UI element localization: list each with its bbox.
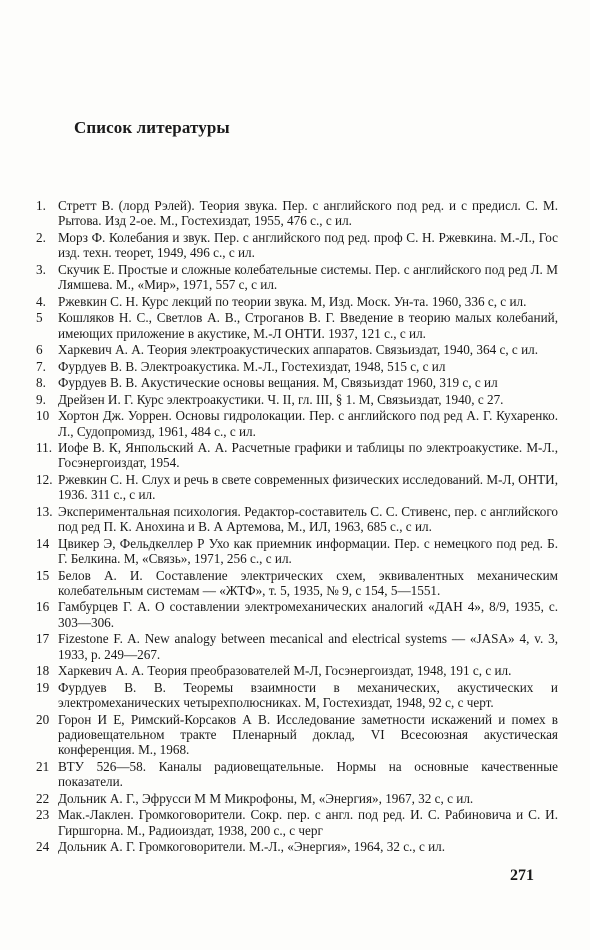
reference-text: Хортон Дж. Уоррен. Основы гидролокации. Пер. с английского под ред А. Г. Кухаренко. Л., Судопромизд, 1961, 484 с., с ил. <box>58 408 558 439</box>
reference-number: 15 <box>36 567 50 583</box>
reference-item <box>36 631 558 662</box>
reference-number: 14 <box>36 535 50 551</box>
reference-number: 23 <box>36 807 50 823</box>
reference-text: Гамбурцев Г. А. О составлении электромеханических аналогий «ДАН 4», 8/9, 1935, с. 303—306. <box>58 599 558 630</box>
reference-text: Дрейзен И. Г. Курс электроакустики. Ч. II, гл. III, § 1. М, Связьиздат, 1940, с 27. <box>58 391 504 407</box>
reference-item <box>36 375 558 390</box>
reference-text: Харкевич А. А. Теория преобразователей М-Л, Госэнергоиздат, 1948, 191 с, с ил. <box>58 663 512 679</box>
reference-number: 8. <box>36 375 46 391</box>
reference-number: 18 <box>36 663 50 679</box>
reference-number: 20 <box>36 711 50 727</box>
reference-item <box>36 230 558 261</box>
reference-number: 24 <box>36 839 50 855</box>
reference-item <box>36 198 558 229</box>
reference-text: Экспериментальная психология. Редактор-составитель С. С. Стивенс, пер. с английского под ред П. К. Анохина и В. А Артемова, М., ИЛ, 1963, 685 с., с ил. <box>58 503 558 535</box>
reference-item <box>36 262 558 293</box>
reference-text: Кошляков Н. С., Светлов А. В., Строганов В. Г. Введение в теорию малых колебаний, имеющих приложение в акустике, М.-Л ОНТИ. 1937, 121 с., с ил. <box>58 310 558 341</box>
reference-text: Мак.-Лаклен. Громкоговорители. Сокр. пер. с англ. под ред. И. С. Рабиновича и С. И. Гиршгорна. М., Радиоиздат, 1938, 200 с., с черг <box>58 807 558 838</box>
reference-text: Фурдуев В. В. Акустические основы вещания. М, Связьиздат 1960, 319 с, с ил <box>58 375 498 391</box>
reference-item <box>36 392 558 407</box>
reference-item <box>36 680 558 711</box>
reference-number: 13. <box>36 503 53 519</box>
reference-item <box>36 712 558 758</box>
reference-number: 6 <box>36 342 43 358</box>
reference-text: Цвикер Э, Фельдкеллер Р Ухо как приемник информации. Пер. с немецкого под ред. Б. Г. Белкина. М, «Связь», 1971, 256 с., с ил. <box>58 535 558 566</box>
reference-number: 11. <box>36 440 52 456</box>
reference-text: Фурдуев В. В. Теоремы взаимности в механических, акустических и электромеханических четырехполюсниках. М, Гостехиздат, 1948, 92 с, с черт. <box>58 679 558 711</box>
reference-list <box>36 198 558 856</box>
reference-number: 10 <box>36 408 50 424</box>
reference-text: Ржевкин С. Н. Курс лекций по теории звука. М, Изд. Моск. Ун-та. 1960, 336 с, с ил. <box>58 293 527 309</box>
reference-text: Белов А. И. Составление электрических схем, эквивалентных механическим колебательным системам — «ЖТФ», т. 5, 1935, № 9, с 154, 5—1551. <box>58 567 558 598</box>
reference-text: Горон И Е, Римский-Корсаков А В. Исследование заметности искажений и помех в радиовещательном тракте Пленарный доклад, VI Всесоюзная акустическая конференция. М., 1968. <box>58 711 558 758</box>
reference-number: 9. <box>36 391 46 407</box>
reference-number: 1. <box>36 198 46 213</box>
reference-item <box>36 839 558 854</box>
reference-number: 3. <box>36 261 46 277</box>
reference-item <box>36 807 558 838</box>
reference-item <box>36 359 558 374</box>
reference-text: Морз Ф. Колебания и звук. Пер. с английского под ред. проф С. Н. Ржевкина. М.-Л., Гос изд. техн. теорет, 1949, 496 с., с ил. <box>58 229 558 261</box>
reference-item <box>36 472 558 503</box>
reference-item <box>36 663 558 678</box>
reference-item <box>36 504 558 535</box>
reference-number: 19 <box>36 679 50 695</box>
reference-item <box>36 310 558 341</box>
reference-text: Иофе В. К, Янпольский А. А. Расчетные графики и таблицы по электроакустике. М-Л., Госэнергоиздат, 1954. <box>58 440 558 471</box>
reference-text: Ржевкин С. Н. Слух и речь в свете современных физических исследований. М-Л, ОНТИ, 1936. 311 с., с ил. <box>58 471 558 503</box>
reference-item <box>36 791 558 806</box>
page-title: Список литературы <box>74 118 230 137</box>
reference-number: 2. <box>36 229 46 245</box>
reference-text: Дольник А. Г. Громкоговорители. М.-Л., «Энергия», 1964, 32 с., с ил. <box>58 839 446 855</box>
reference-number: 22 <box>36 790 50 806</box>
reference-item <box>36 408 558 439</box>
reference-text: Фурдуев В. В. Электроакустика. М.-Л., Гостехиздат, 1948, 515 с, с ил <box>58 358 446 374</box>
reference-text: ВТУ 526—58. Каналы радиовещательные. Нормы на основные качественные показатели. <box>58 758 558 790</box>
reference-item <box>36 294 558 309</box>
reference-text: Скучик Е. Простые и сложные колебательные системы. Пер. с английского под ред Л. М Лямшева. М., «Мир», 1971, 557 с, с ил. <box>58 261 558 293</box>
reference-text: Fizestone F. A. New analogy between mecanical and electrical systems — «JASA» 4, v. 3, 1933, p. 249—267. <box>58 631 558 662</box>
reference-number: 5 <box>36 310 43 326</box>
reference-item <box>36 759 558 790</box>
reference-item <box>36 440 558 471</box>
reference-number: 17 <box>36 631 50 647</box>
reference-number: 12. <box>36 471 53 487</box>
reference-text: Дольник А. Г., Эфрусси М М Микрофоны, М, «Энергия», 1967, 32 с, с ил. <box>58 790 474 806</box>
reference-number: 4. <box>36 293 46 309</box>
reference-number: 7. <box>36 358 46 374</box>
reference-item <box>36 536 558 567</box>
reference-text: Стретт В. (лорд Рэлей). Теория звука. Пер. с английского под ред. и с предисл. С. М. Рытова. Изд 2-ое. М., Гостехиздат, 1955, 476 с., с ил. <box>58 198 558 229</box>
page-number: 271 <box>510 867 534 884</box>
reference-number: 21 <box>36 758 50 774</box>
reference-item <box>36 599 558 630</box>
reference-item <box>36 342 558 357</box>
reference-text: Харкевич А. А. Теория электроакустических аппаратов. Связьиздат, 1940, 364 с, с ил. <box>58 342 539 358</box>
reference-item <box>36 568 558 599</box>
reference-number: 16 <box>36 599 50 615</box>
